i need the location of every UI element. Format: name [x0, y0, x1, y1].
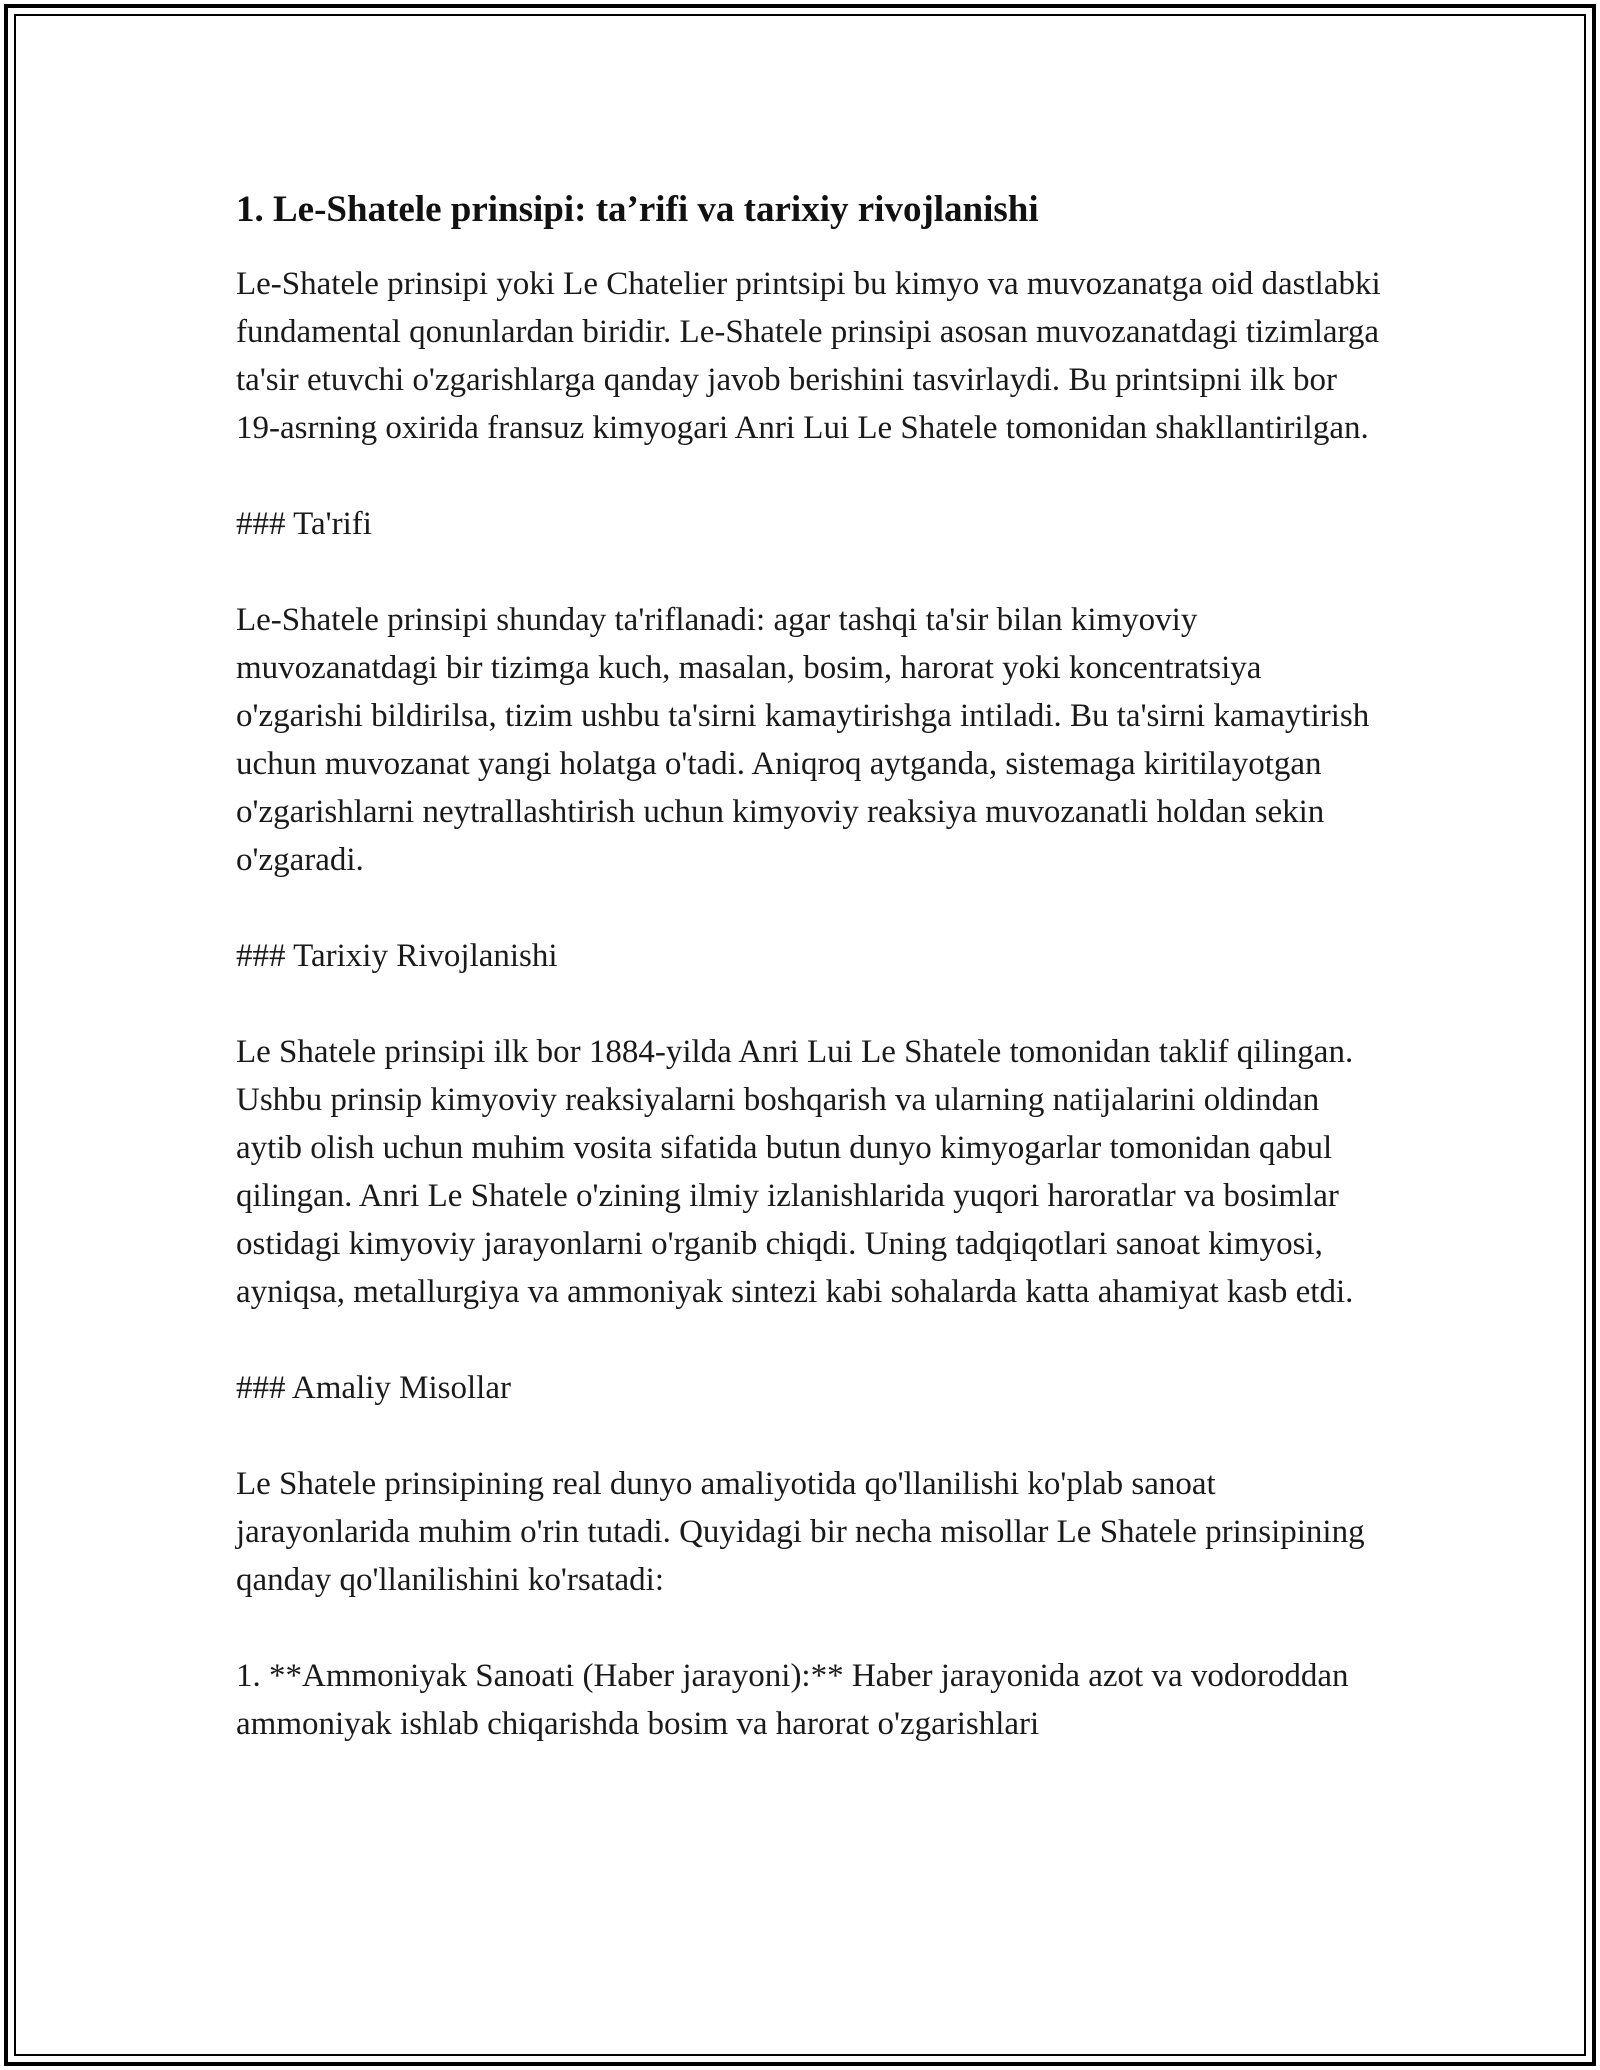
section-heading-tarixiy: ### Tarixiy Rivojlanishi — [236, 938, 558, 975]
document-body — [236, 188, 1386, 1748]
section-body-amaliy: Le Shatele prinsipining real dunyo amaliyotida qo'llanilishi ko'plab sanoat jarayonlarida muhim o'rin tutadi. Quyidagi bir necha misollar Le Shatele prinsipining qanday qo'llanilishini ko'rsatadi: — [236, 1466, 1365, 1599]
list-item: 1. **Ammoniyak Sanoati (Haber jarayoni):** Haber jarayonida azot va vodoroddan ammoniyak ishlab chiqarishda bosim va harorat o'zgarishlari — [236, 1658, 1349, 1743]
intro-paragraph: Le-Shatele prinsipi yoki Le Chatelier printsipi bu kimyo va muvozanatga oid dastlabki fundamental qonunlardan biridir. Le-Shatele prinsipi asosan muvozanatdagi tizimlarga ta'sir etuvchi o'zgarishlarga qanday javob berishini tasvirlaydi. Bu printsipni ilk bor 19-asrning oxirida fransuz kimyogari Anri Lui Le Shatele tomonidan shakllantirilgan. — [236, 266, 1381, 447]
section-heading-amaliy: ### Amaliy Misollar — [236, 1370, 511, 1407]
section-body-tarixiy: Le Shatele prinsipi ilk bor 1884-yilda Anri Lui Le Shatele tomonidan taklif qilingan. Ushbu prinsip kimyoviy reaksiyalarni boshqarish va ularning natijalarini oldindan aytib olish uchun muhim vosita sifatida butun dunyo kimyogarlar tomonidan qabul qilingan. Anri Le Shatele o'zining ilmiy izlanishlarida yuqori haroratlar va bosimlar ostidagi kimyoviy jarayonlarni o'rganib chiqdi. Uning tadqiqotlari sanoat kimyosi, ayniqsa, metallurgiya va ammoniyak sintezi kabi sohalarda katta ahamiyat kasb etdi. — [236, 1034, 1354, 1311]
section-body-tarifi: Le-Shatele prinsipi shunday ta'riflanadi: agar tashqi ta'sir bilan kimyoviy muvozanatdagi bir tizimga kuch, masalan, bosim, harorat yoki koncentratsiya o'zgarishi bildirilsa, tizim ushbu ta'sirni kamaytirishga intiladi. Bu ta'sirni kamaytirish uchun muvozanat yangi holatga o'tadi. Aniqroq aytganda, sistemaga kiritilayotgan o'zgarishlarni neytrallashtirish uchun kimyoviy reaksiya muvozanatli holdan sekin o'zgaradi. — [236, 602, 1370, 879]
section-heading-tarifi: ### Ta'rifi — [236, 506, 372, 543]
document-title: 1. Le-Shatele prinsipi: ta’rifi va tarixiy rivojlanishi — [236, 189, 1039, 230]
